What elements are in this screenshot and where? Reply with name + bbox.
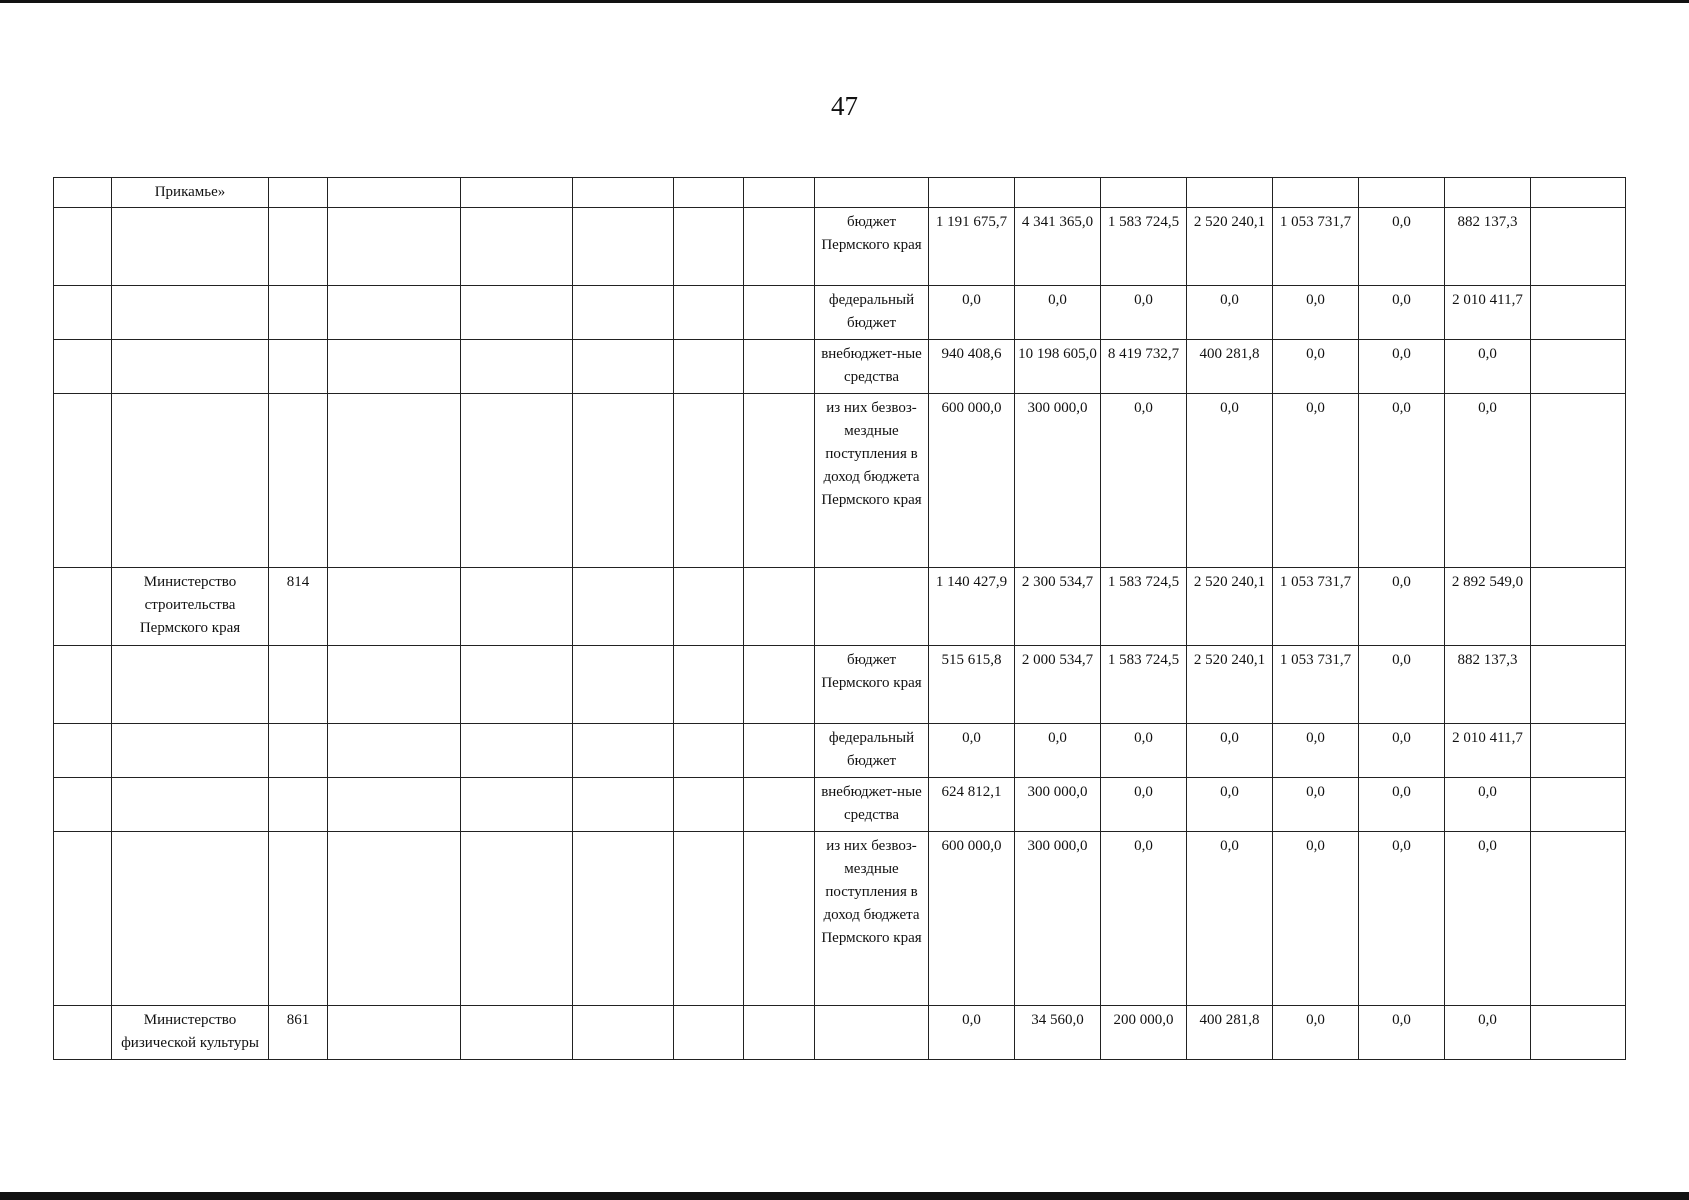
empty-cell — [744, 340, 815, 394]
empty-cell — [1531, 568, 1626, 646]
table-row — [54, 646, 1626, 724]
empty-cell — [744, 208, 815, 286]
amount-cell: 0,0 — [1359, 568, 1445, 646]
amount-cell — [1015, 178, 1101, 208]
amount-cell — [1273, 178, 1359, 208]
admin-code-cell — [269, 832, 328, 1006]
amount-cell: 0,0 — [1445, 778, 1531, 832]
empty-cell — [744, 1006, 815, 1060]
empty-cell — [744, 832, 815, 1006]
amount-cell: 0,0 — [1445, 1006, 1531, 1060]
empty-cell — [1531, 208, 1626, 286]
amount-cell: 0,0 — [929, 1006, 1015, 1060]
amount-cell: 0,0 — [1187, 286, 1273, 340]
organization-cell — [112, 286, 269, 340]
admin-code-cell — [269, 286, 328, 340]
amount-cell: 2 010 411,7 — [1445, 286, 1531, 340]
empty-cell — [1531, 778, 1626, 832]
admin-code-cell — [269, 724, 328, 778]
empty-cell — [674, 394, 744, 568]
empty-cell — [461, 286, 573, 340]
empty-cell — [328, 394, 461, 568]
amount-cell: 4 341 365,0 — [1015, 208, 1101, 286]
amount-cell: 1 583 724,5 — [1101, 568, 1187, 646]
empty-cell — [573, 1006, 674, 1060]
admin-code-cell — [269, 646, 328, 724]
admin-code-cell: 814 — [269, 568, 328, 646]
amount-cell: 1 191 675,7 — [929, 208, 1015, 286]
empty-cell — [674, 1006, 744, 1060]
amount-cell: 1 140 427,9 — [929, 568, 1015, 646]
empty-cell — [573, 778, 674, 832]
admin-code-cell — [269, 340, 328, 394]
empty-cell — [744, 778, 815, 832]
empty-cell — [573, 340, 674, 394]
amount-cell: 34 560,0 — [1015, 1006, 1101, 1060]
empty-cell — [573, 832, 674, 1006]
scan-edge-top — [0, 0, 1689, 3]
empty-cell — [328, 724, 461, 778]
amount-cell: 2 892 549,0 — [1445, 568, 1531, 646]
amount-cell — [1101, 178, 1187, 208]
admin-code-cell — [269, 178, 328, 208]
empty-cell — [461, 568, 573, 646]
amount-cell — [1445, 178, 1531, 208]
amount-cell: 2 520 240,1 — [1187, 646, 1273, 724]
amount-cell: 0,0 — [1445, 340, 1531, 394]
empty-cell — [328, 568, 461, 646]
empty-cell — [1531, 340, 1626, 394]
organization-cell — [112, 208, 269, 286]
empty-cell — [744, 724, 815, 778]
empty-cell — [328, 1006, 461, 1060]
amount-cell: 0,0 — [1101, 394, 1187, 568]
row-number-cell — [54, 208, 112, 286]
amount-cell: 1 583 724,5 — [1101, 646, 1187, 724]
empty-cell — [461, 778, 573, 832]
amount-cell: 2 520 240,1 — [1187, 208, 1273, 286]
funding-source-cell: бюджет Пермского края — [815, 646, 929, 724]
amount-cell: 0,0 — [1359, 832, 1445, 1006]
amount-cell: 0,0 — [1101, 286, 1187, 340]
table-row — [54, 178, 1626, 208]
empty-cell — [328, 340, 461, 394]
amount-cell: 0,0 — [1273, 1006, 1359, 1060]
row-number-cell — [54, 832, 112, 1006]
table-row — [54, 286, 1626, 340]
amount-cell: 400 281,8 — [1187, 340, 1273, 394]
empty-cell — [461, 1006, 573, 1060]
funding-source-cell: бюджет Пермского края — [815, 208, 929, 286]
amount-cell: 10 198 605,0 — [1015, 340, 1101, 394]
scan-edge-bottom — [0, 1192, 1689, 1200]
empty-cell — [674, 646, 744, 724]
row-number-cell — [54, 778, 112, 832]
amount-cell: 0,0 — [1359, 646, 1445, 724]
organization-cell — [112, 646, 269, 724]
empty-cell — [674, 178, 744, 208]
amount-cell: 0,0 — [1359, 1006, 1445, 1060]
funding-source-cell: внебюджет-ные средства — [815, 340, 929, 394]
amount-cell: 0,0 — [1273, 778, 1359, 832]
empty-cell — [328, 178, 461, 208]
amount-cell: 0,0 — [1359, 778, 1445, 832]
empty-cell — [744, 646, 815, 724]
amount-cell: 0,0 — [1359, 394, 1445, 568]
organization-cell — [112, 394, 269, 568]
amount-cell: 515 615,8 — [929, 646, 1015, 724]
table-row — [54, 394, 1626, 568]
empty-cell — [744, 568, 815, 646]
amount-cell: 940 408,6 — [929, 340, 1015, 394]
page-number: 47 — [831, 91, 858, 121]
amount-cell: 300 000,0 — [1015, 832, 1101, 1006]
admin-code-cell — [269, 778, 328, 832]
empty-cell — [573, 286, 674, 340]
table-row — [54, 208, 1626, 286]
empty-cell — [328, 208, 461, 286]
amount-cell: 0,0 — [1187, 778, 1273, 832]
empty-cell — [674, 778, 744, 832]
admin-code-cell — [269, 208, 328, 286]
empty-cell — [461, 178, 573, 208]
row-number-cell — [54, 340, 112, 394]
row-number-cell — [54, 178, 112, 208]
funding-source-cell — [815, 568, 929, 646]
amount-cell: 1 053 731,7 — [1273, 208, 1359, 286]
empty-cell — [573, 646, 674, 724]
table-row — [54, 832, 1626, 1006]
empty-cell — [674, 568, 744, 646]
organization-cell — [112, 724, 269, 778]
amount-cell: 300 000,0 — [1015, 778, 1101, 832]
funding-source-cell: из них безвоз-мездные поступления в доход бюджета Пермского края — [815, 832, 929, 1006]
empty-cell — [461, 340, 573, 394]
amount-cell: 0,0 — [1273, 286, 1359, 340]
table-row — [54, 778, 1626, 832]
amount-cell: 0,0 — [1359, 724, 1445, 778]
amount-cell: 2 000 534,7 — [1015, 646, 1101, 724]
empty-cell — [1531, 832, 1626, 1006]
amount-cell: 0,0 — [1445, 832, 1531, 1006]
amount-cell: 0,0 — [1101, 724, 1187, 778]
table-row — [54, 1006, 1626, 1060]
empty-cell — [461, 208, 573, 286]
table-body — [54, 178, 1626, 1060]
amount-cell: 8 419 732,7 — [1101, 340, 1187, 394]
amount-cell — [1359, 178, 1445, 208]
amount-cell: 0,0 — [1273, 340, 1359, 394]
amount-cell: 400 281,8 — [1187, 1006, 1273, 1060]
table-row — [54, 340, 1626, 394]
amount-cell: 0,0 — [1273, 832, 1359, 1006]
empty-cell — [461, 394, 573, 568]
amount-cell: 1 583 724,5 — [1101, 208, 1187, 286]
amount-cell: 882 137,3 — [1445, 208, 1531, 286]
amount-cell: 300 000,0 — [1015, 394, 1101, 568]
empty-cell — [573, 724, 674, 778]
row-number-cell — [54, 568, 112, 646]
organization-cell: Министерство строительства Пермского края — [112, 568, 269, 646]
row-number-cell — [54, 1006, 112, 1060]
amount-cell: 0,0 — [1359, 340, 1445, 394]
row-number-cell — [54, 724, 112, 778]
amount-cell: 2 010 411,7 — [1445, 724, 1531, 778]
organization-cell — [112, 778, 269, 832]
amount-cell: 0,0 — [1187, 832, 1273, 1006]
row-number-cell — [54, 286, 112, 340]
table-row — [54, 724, 1626, 778]
empty-cell — [674, 340, 744, 394]
amount-cell: 0,0 — [1101, 778, 1187, 832]
amount-cell: 0,0 — [1359, 286, 1445, 340]
amount-cell: 0,0 — [1359, 208, 1445, 286]
amount-cell: 2 300 534,7 — [1015, 568, 1101, 646]
amount-cell — [929, 178, 1015, 208]
empty-cell — [744, 178, 815, 208]
amount-cell: 624 812,1 — [929, 778, 1015, 832]
budget-table — [53, 177, 1626, 1060]
amount-cell: 0,0 — [929, 724, 1015, 778]
empty-cell — [674, 286, 744, 340]
amount-cell: 600 000,0 — [929, 394, 1015, 568]
empty-cell — [461, 646, 573, 724]
amount-cell: 0,0 — [929, 286, 1015, 340]
table-row — [54, 568, 1626, 646]
empty-cell — [573, 208, 674, 286]
funding-source-cell — [815, 178, 929, 208]
organization-cell — [112, 340, 269, 394]
empty-cell — [744, 286, 815, 340]
admin-code-cell: 861 — [269, 1006, 328, 1060]
empty-cell — [573, 568, 674, 646]
empty-cell — [674, 208, 744, 286]
empty-cell — [461, 832, 573, 1006]
amount-cell: 0,0 — [1015, 286, 1101, 340]
empty-cell — [1531, 394, 1626, 568]
empty-cell — [1531, 646, 1626, 724]
empty-cell — [328, 832, 461, 1006]
empty-cell — [328, 286, 461, 340]
row-number-cell — [54, 646, 112, 724]
empty-cell — [573, 178, 674, 208]
empty-cell — [744, 394, 815, 568]
amount-cell: 0,0 — [1101, 832, 1187, 1006]
empty-cell — [1531, 286, 1626, 340]
empty-cell — [1531, 1006, 1626, 1060]
funding-source-cell: федеральный бюджет — [815, 724, 929, 778]
empty-cell — [1531, 178, 1626, 208]
organization-cell: Министерство физической культуры — [112, 1006, 269, 1060]
amount-cell: 0,0 — [1273, 724, 1359, 778]
amount-cell: 600 000,0 — [929, 832, 1015, 1006]
amount-cell: 882 137,3 — [1445, 646, 1531, 724]
funding-source-cell — [815, 1006, 929, 1060]
amount-cell: 0,0 — [1445, 394, 1531, 568]
funding-source-cell: внебюджет-ные средства — [815, 778, 929, 832]
amount-cell: 1 053 731,7 — [1273, 646, 1359, 724]
amount-cell: 0,0 — [1273, 394, 1359, 568]
amount-cell: 0,0 — [1187, 394, 1273, 568]
empty-cell — [461, 724, 573, 778]
empty-cell — [328, 778, 461, 832]
funding-source-cell: из них безвоз-мездные поступления в доход бюджета Пермского края — [815, 394, 929, 568]
amount-cell: 0,0 — [1187, 724, 1273, 778]
amount-cell: 200 000,0 — [1101, 1006, 1187, 1060]
organization-cell — [112, 832, 269, 1006]
amount-cell: 0,0 — [1015, 724, 1101, 778]
empty-cell — [328, 646, 461, 724]
empty-cell — [674, 724, 744, 778]
empty-cell — [1531, 724, 1626, 778]
amount-cell — [1187, 178, 1273, 208]
empty-cell — [573, 394, 674, 568]
amount-cell: 2 520 240,1 — [1187, 568, 1273, 646]
empty-cell — [674, 832, 744, 1006]
organization-cell: Прикамье» — [112, 178, 269, 208]
row-number-cell — [54, 394, 112, 568]
funding-source-cell: федеральный бюджет — [815, 286, 929, 340]
amount-cell: 1 053 731,7 — [1273, 568, 1359, 646]
admin-code-cell — [269, 394, 328, 568]
